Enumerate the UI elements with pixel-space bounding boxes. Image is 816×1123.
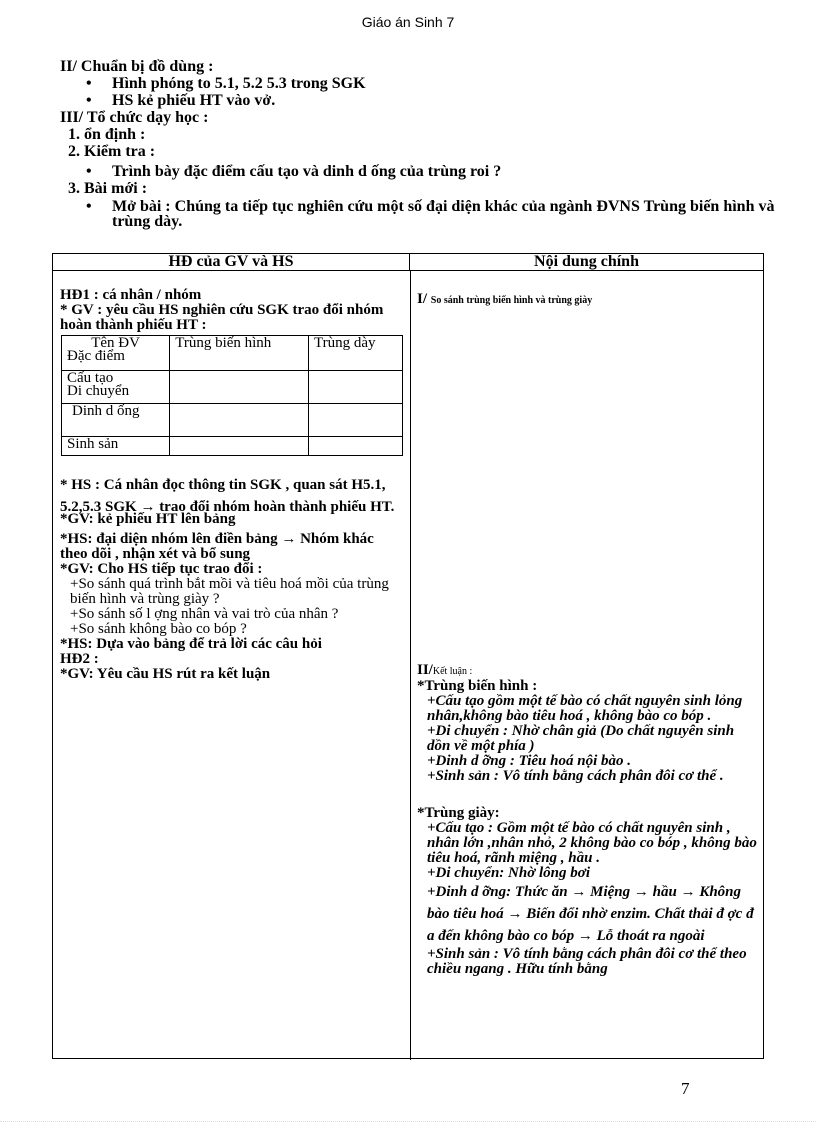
arrow-right-icon: → bbox=[680, 884, 696, 900]
arrow-right-icon: → bbox=[577, 928, 593, 944]
worksheet-header-corner: Tên ĐV Đặc điểm bbox=[62, 336, 170, 371]
paramecium-nutrition: +Dinh d ỡng: Thức ăn → Miệng → hầu → Không bào tiêu hoá → Biến đổi nhờ enzim. Chất thải đ ợc đ a đến không bào co bóp → Lỗ thoát ra ngoài bbox=[427, 884, 754, 944]
arrow-right-icon: → bbox=[571, 884, 587, 900]
worksheet-cell bbox=[308, 437, 402, 456]
student-task-2: *HS: đại diện nhóm lên điền bảng → Nhóm khác theo dõi , nhận xét và bổ sung bbox=[60, 531, 374, 562]
paramecium-reproduction: +Sinh sản : Vô tính bằng cách phân đôi cơ thể theo chiều ngang . Hữu tính bằng bbox=[427, 946, 747, 977]
content-column bbox=[417, 292, 757, 977]
section-2-item: • Hình phóng to 5.1, 5.2 5.3 trong SGK bbox=[60, 75, 780, 92]
worksheet-table bbox=[61, 335, 403, 456]
teacher-instruction-3: *GV: Cho HS tiếp tục trao đổi : bbox=[60, 561, 263, 577]
section-2-heading: II/Kết luận : bbox=[417, 662, 473, 678]
column-header-activities: HĐ của GV và HS bbox=[53, 254, 410, 271]
arrow-right-icon: → bbox=[633, 884, 649, 900]
student-task-3: *HS: Dựa vào bảng để trả lời các câu hỏi bbox=[60, 636, 322, 652]
section-2-title: II/ Chuẩn bị đồ dùng : bbox=[60, 58, 214, 75]
activity-2-title: HĐ2 : bbox=[60, 651, 99, 667]
step-2: 2. Kiểm tra : bbox=[68, 143, 156, 160]
worksheet-header-amoeba: Trùng biến hình bbox=[170, 336, 309, 371]
amoeba-structure: +Cấu tạo gồm một tế bào có chất nguyên sinh lỏng nhân,không bào tiêu hoá , không bào co bóp . bbox=[427, 693, 743, 724]
amoeba-nutrition: +Dinh d ỡng : Tiêu hoá nội bào . bbox=[427, 753, 631, 769]
paramecium-title: *Trùng giày: bbox=[417, 805, 500, 821]
worksheet-cell bbox=[170, 437, 309, 456]
step-1: 1. ổn định : bbox=[68, 126, 146, 143]
activity-1-title: HĐ1 : cá nhân / nhóm bbox=[60, 287, 202, 303]
teacher-instruction-4: *GV: Yêu cầu HS rút ra kết luận bbox=[60, 666, 271, 682]
activities-column bbox=[60, 288, 405, 682]
step-3: 3. Bài mới : bbox=[68, 180, 148, 197]
worksheet-header-paramecium: Trùng dày bbox=[308, 336, 402, 371]
column-divider bbox=[410, 271, 411, 1060]
document-header: Giáo án Sinh 7 bbox=[361, 14, 455, 30]
question-2: +So sánh số l ợng nhân và vai trò của nhân ? bbox=[70, 606, 339, 622]
page-bottom-border bbox=[0, 1121, 816, 1122]
amoeba-reproduction: +Sinh sản : Vô tính bằng cách phân đôi cơ thể . bbox=[427, 768, 724, 784]
worksheet-cell bbox=[308, 371, 402, 404]
amoeba-movement: +Di chuyển : Nhờ chân giả (Do chất nguyên sinh dồn về một phía ) bbox=[427, 723, 735, 754]
worksheet-cell bbox=[170, 404, 309, 437]
question-3: +So sánh không bào co bóp ? bbox=[70, 621, 247, 637]
lesson-intro bbox=[60, 58, 780, 229]
teacher-instruction-2: *GV: kẻ phiếu HT lên bảng bbox=[60, 511, 236, 527]
column-header-content: Nội dung chính bbox=[410, 254, 763, 271]
arrow-right-icon: → bbox=[507, 906, 523, 922]
lesson-table bbox=[52, 253, 764, 1059]
worksheet-row-label: Sinh sản bbox=[62, 437, 170, 456]
worksheet-row-label: Dinh d ống bbox=[62, 404, 170, 437]
step-3-item: • Mở bài : Chúng ta tiếp tục nghiên cứu một số đại diện khác của ngành ĐVNS Trùng biến hình và trùng dày. bbox=[60, 199, 780, 229]
question-1: +So sánh quá trình bắt mồi và tiêu hoá mồi của trùng biến hình và trùng giày ? bbox=[70, 576, 389, 607]
worksheet-row-label: Cấu tạo Di chuyển bbox=[62, 371, 170, 404]
arrow-right-icon: → bbox=[281, 531, 297, 547]
student-task-1: * HS : Cá nhân đọc thông tin SGK , quan sát H5.1, 5.2,5.3 SGK → trao đổi nhóm hoàn thành phiếu HT. bbox=[60, 477, 395, 515]
step-2-item: • Trình bày đặc điểm cấu tạo và dinh d ống của trùng roi ? bbox=[60, 163, 780, 180]
worksheet-cell bbox=[170, 371, 309, 404]
arrow-right-icon: → bbox=[140, 499, 156, 515]
amoeba-title: *Trùng biến hình : bbox=[417, 678, 538, 694]
paramecium-structure: +Cấu tạo : Gồm một tế bào có chất nguyên sinh , nhân lớn ,nhân nhỏ, 2 không bào co bóp , không bào tiêu hoá, rãnh miệng , hầu . bbox=[427, 820, 757, 866]
section-2-item: • HS kẻ phiếu HT vào vở. bbox=[60, 92, 780, 109]
paramecium-movement: +Di chuyển: Nhờ lông bơi bbox=[427, 865, 590, 881]
worksheet-cell bbox=[308, 404, 402, 437]
teacher-instruction-1: * GV : yêu cầu HS nghiên cứu SGK trao đổi nhóm hoàn thành phiếu HT : bbox=[60, 302, 384, 333]
section-1-heading: I/ So sánh trùng biến hình và trùng giày bbox=[417, 291, 593, 307]
page-number: 7 bbox=[681, 1079, 690, 1098]
section-3-title: III/ Tổ chức dạy học : bbox=[60, 109, 209, 126]
